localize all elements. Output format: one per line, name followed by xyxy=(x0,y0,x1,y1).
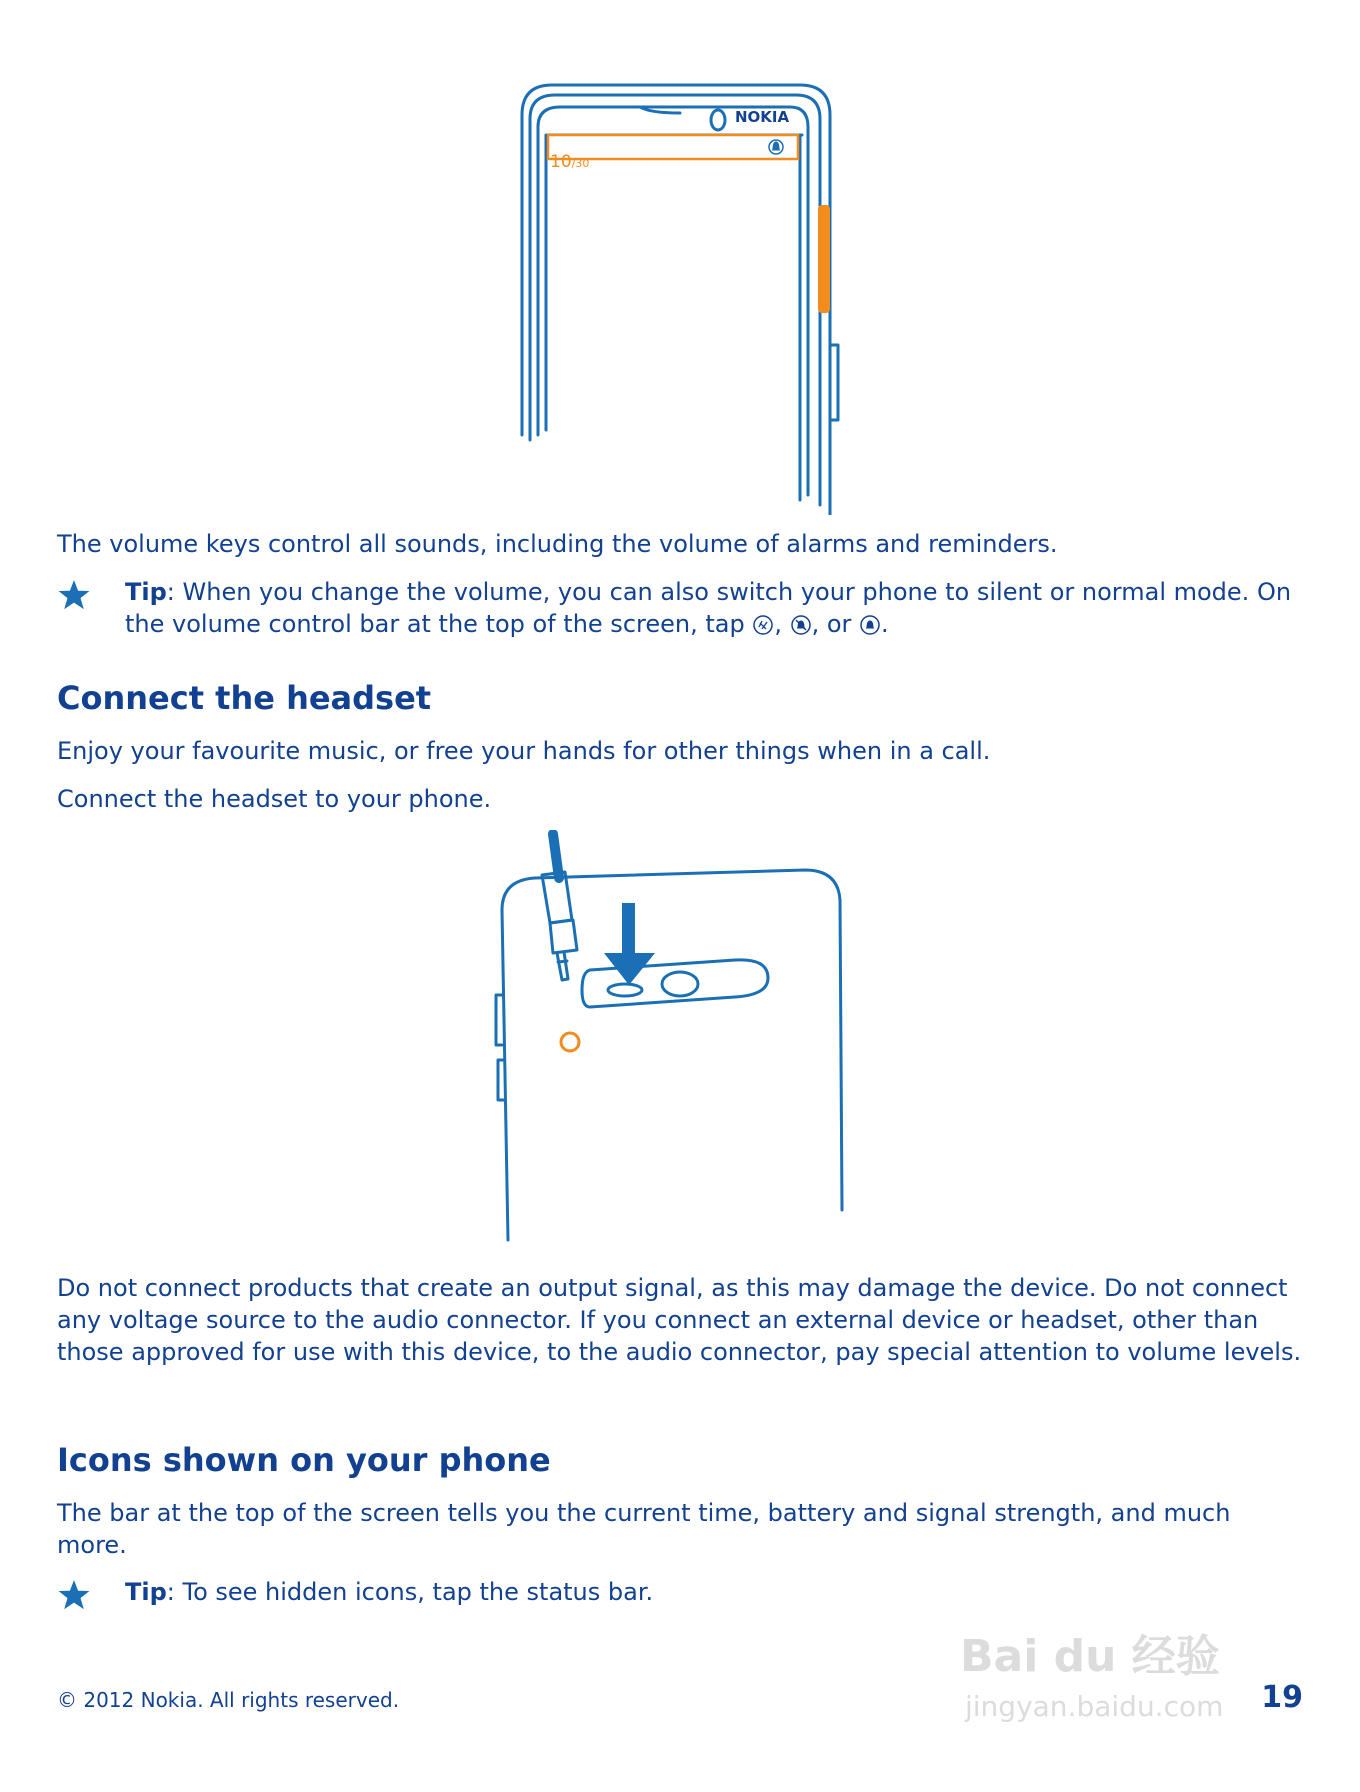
tip-hidden-icons-text: Tip: To see hidden icons, tap the status bar. xyxy=(125,1578,654,1606)
star-icon xyxy=(57,1578,91,1612)
volume-level-readout xyxy=(550,152,589,172)
tip-label: Tip xyxy=(125,1578,167,1606)
tip-label: Tip xyxy=(125,578,167,606)
volume-keys-paragraph: The volume keys control all sounds, including the volume of alarms and reminders. xyxy=(57,530,1058,558)
page-number: 19 xyxy=(1261,1680,1303,1715)
volume-current: 10 xyxy=(550,152,572,172)
headset-intro-paragraph: Enjoy your favourite music, or free your hands for other things when in a call. xyxy=(57,737,991,765)
copyright: © 2012 Nokia. All rights reserved. xyxy=(57,1688,400,1712)
baidu-watermark-logo: Bai du 经验 xyxy=(960,1631,1220,1682)
baidu-watermark-url: jingyan.baidu.com xyxy=(965,1690,1224,1723)
section-heading-icons: Icons shown on your phone xyxy=(57,1441,551,1479)
vibrate-icon[interactable] xyxy=(752,614,774,636)
phone-volume-illustration xyxy=(500,75,860,515)
silent-icon[interactable] xyxy=(790,614,812,636)
status-bar-paragraph: The bar at the top of the screen tells you the current time, battery and signal strength, and much more. xyxy=(57,1499,1231,1559)
tip-volume-text: Tip: When you change the volume, you can also switch your phone to silent or normal mode. On the volume control bar at the top of the screen, tap , , or . xyxy=(125,578,1292,638)
volume-max: /30 xyxy=(571,157,590,170)
audio-connector-warning: Do not connect products that create an output signal, as this may damage the device. Do not connect any voltage source to the audio connector. If you connect an external device or headset, other than those approved for use with this device, to the audio connector, pay special attention to volume levels. xyxy=(57,1274,1302,1366)
phone-brand: NOKIA xyxy=(735,108,790,126)
headset-connection-illustration xyxy=(490,830,870,1260)
ring-icon[interactable] xyxy=(859,614,881,636)
headset-connect-paragraph: Connect the headset to your phone. xyxy=(57,785,492,813)
star-icon xyxy=(57,578,91,612)
section-heading-connect-headset: Connect the headset xyxy=(57,679,432,717)
